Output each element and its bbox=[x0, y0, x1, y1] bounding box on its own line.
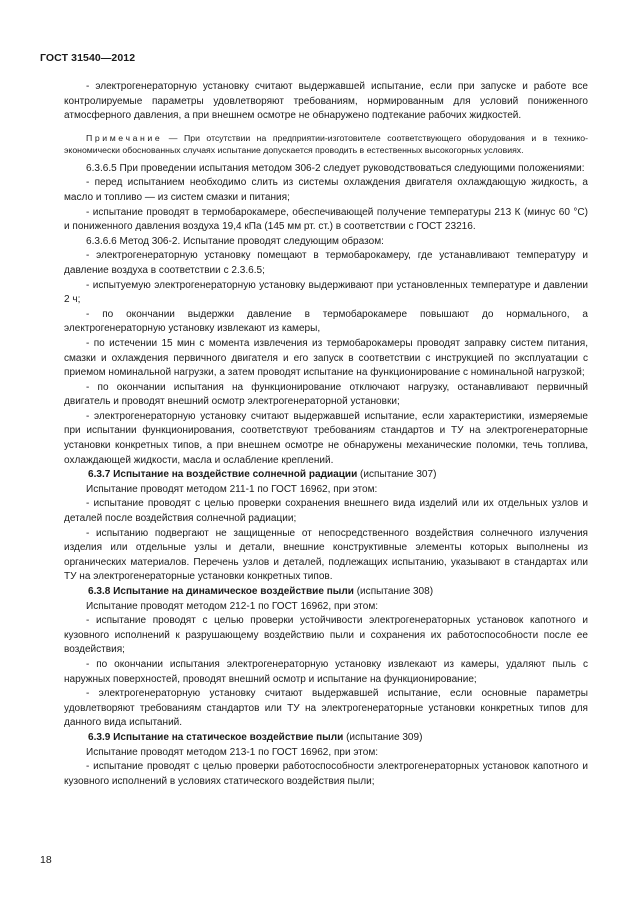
section-title: 6.3.7 Испытание на воздействие солнечной радиации bbox=[88, 469, 358, 481]
section-suffix: (испытание 308) bbox=[353, 586, 434, 597]
paragraph: - электрогенераторную установку считают выдержавшей испытание, если при запуске и работе все контролируемые параметры удовлетворяют требованиям, нормированным для условий пониженного атмосферного давления, а при внешнем осмотре не обнаружено подтекание рабочих жидкостей. bbox=[64, 81, 588, 122]
paragraph: - электрогенераторную установку считают выдержавшей испытание, если характеристики, измеряемые при испытании функционирования, соответствуют требованиям стандартов и ТУ на электрогенераторные установки конкретных типов, а при внешнем осмотре не обнаружены механические поломки, течь топлива, охлаждающей жидкости, масла и ослабление креплений. bbox=[64, 410, 588, 466]
section-heading-6-3-9 bbox=[64, 731, 588, 746]
document-header: ГОСТ 31540—2012 bbox=[40, 52, 136, 64]
note-text: — При отсутствии на предприятии-изготовителе соответствующего оборудования и в технико-экономически обоснованных случаях испытание допускается проводить в естественных высокогорных условиях. bbox=[64, 132, 588, 155]
section-heading-6-3-7 bbox=[64, 468, 588, 483]
paragraph: Испытание проводят методом 213-1 по ГОСТ 16962, при этом: bbox=[86, 746, 379, 758]
paragraph: - по истечении 15 мин с момента извлечения из термобарокамеры проводят заправку систем питания, смазки и охлаждения первичного двигателя и его запуск в соответствии с инструкцией по эксплуатации с приемом номинальной нагрузки, а затем проводят испытание на функционирование с номинальной нагрузкой; bbox=[64, 337, 588, 379]
page-number: 18 bbox=[40, 854, 52, 866]
paragraph: - испытание проводят с целью проверки сохранения внешнего вида изделий или их отдельных узлов и деталей после воздействия солнечной радиации; bbox=[64, 498, 588, 525]
paragraph: - испытанию подвергают не защищенные от непосредственного воздействия солнечного излучения изделия или отдельные узлы и детали, внешние конструктивные элементы которых выполнены из органических материалов. Перечень узлов и деталей, подлежащих испытанию, указывают в стандартах или ТУ на электрогенераторные установки конкретных типов. bbox=[64, 527, 588, 583]
note-label: Примечание bbox=[86, 132, 163, 143]
paragraph: - электрогенераторную установку считают выдержавшей испытание, если основные параметры удовлетворяют требованиям стандартов или ТУ на электрогенераторные установки конкретных типов для данного вида испытаний. bbox=[64, 688, 588, 729]
paragraph: Испытание проводят методом 211-1 по ГОСТ 16962, при этом: bbox=[86, 483, 378, 495]
document-body bbox=[64, 80, 588, 789]
paragraph: - по окончании выдержки давление в термобарокамере повышают до нормального, а электрогенераторную установку извлекают из камеры, bbox=[64, 308, 588, 335]
paragraph: Испытание проводят методом 212-1 по ГОСТ 16962, при этом: bbox=[86, 600, 379, 612]
note-paragraph bbox=[64, 132, 588, 156]
paragraph: 6.3.6.6 Метод 306-2. Испытание проводят следующим образом: bbox=[86, 235, 384, 247]
section-heading-6-3-8 bbox=[64, 585, 588, 600]
section-suffix: (испытание 307) bbox=[357, 469, 437, 481]
paragraph: - испытуемую электрогенераторную установку выдерживают при установленных температуре и давлении 2 ч; bbox=[64, 279, 588, 306]
paragraph: - испытание проводят с целью проверки устойчивости электрогенераторных установок капотного и кузовного исполнений к разрушающему воздействию пыли и сохранения их работоспособности после ее воздействия; bbox=[64, 615, 588, 656]
paragraph: - по окончании испытания на функционирование отключают нагрузку, останавливают первичный двигатель и проводят внешний осмотр электрогенераторной установки; bbox=[64, 381, 588, 408]
section-title: 6.3.9 Испытание на статическое воздействие пыли bbox=[88, 731, 344, 743]
paragraph: - по окончании испытания электрогенераторную установку извлекают из камеры, удаляют пыль с наружных поверхностей, проводят внешний осмотр и испытание на функционирование; bbox=[64, 658, 588, 685]
paragraph: - перед испытанием необходимо слить из системы охлаждения двигателя охлаждающую жидкость, а масло и топливо — из систем смазки и питания; bbox=[64, 177, 588, 203]
paragraph: 6.3.6.5 При проведении испытания методом 306-2 следует руководствоваться следующими положениями: bbox=[86, 162, 585, 174]
paragraph: - испытание проводят в термобарокамере, обеспечивающей получение температуры 213 К (минус 60 °С) и пониженного давления воздуха 19,4 кПа (145 мм рт. ст.) в соответствии с ГОСТ 23216. bbox=[64, 206, 588, 233]
section-suffix: (испытание 309) bbox=[343, 731, 423, 743]
section-title: 6.3.8 Испытание на динамическое воздействие пыли bbox=[88, 586, 354, 597]
paragraph: - испытание проводят с целью проверки работоспособности электрогенераторных установок капотного и кузовного исполнений в условиях статического воздействия пыли; bbox=[64, 761, 588, 787]
paragraph: - электрогенераторную установку помещают в термобарокамеру, где устанавливают температуру и давление воздуха в соответствии с 2.3.6.5; bbox=[64, 250, 588, 276]
